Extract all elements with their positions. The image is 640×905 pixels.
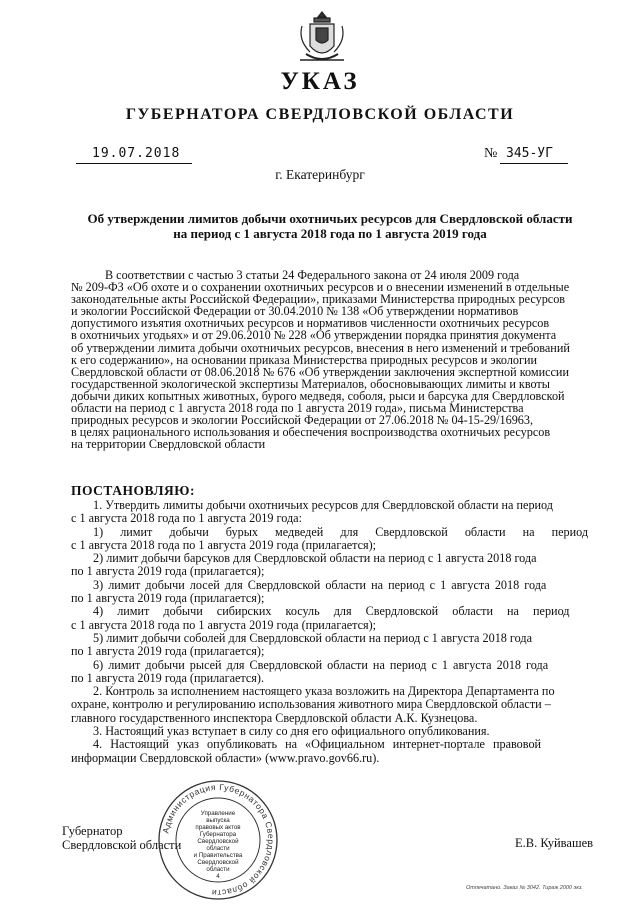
preamble-line: на территории Свердловской области	[71, 437, 266, 452]
item-line: главного государственного инспектора Свердловской области А.К. Кузнецова.	[71, 710, 478, 725]
stamp-line: Управление	[200, 810, 236, 817]
stamp-line: Свердловской	[197, 859, 239, 866]
document-title	[60, 211, 600, 241]
preamble-line: к его содержанию», на основании приказа Министерства природных ресурсов и экологии	[71, 352, 538, 367]
item-line: 3. Настоящий указ вступает в силу со дня его официального опубликования.	[93, 724, 490, 739]
stamp-line: выпуска	[206, 817, 230, 824]
city: г. Екатеринбург	[275, 167, 365, 182]
preamble-line: В соответствии с частью 3 статьи 24 Федерального закона от 24 июля 2009 года	[105, 268, 520, 282]
stamp-line: области	[206, 866, 230, 873]
preamble-line: в охотничьих угодьях» и от 29.06.2010 № 228 «Об утверждении порядка принятия документа	[71, 328, 557, 343]
stamp-line: Свердловской области	[197, 838, 239, 852]
number-label: №	[484, 146, 498, 161]
preamble-line: и экологии Российской Федерации от 30.04.2010 № 138 «Об утверждении нормативов	[71, 304, 519, 319]
item-line: по 1 августа 2019 года (прилагается).	[71, 670, 265, 685]
preamble-line: об утверждении лимита добычи охотничьих ресурсов, внесения в него изменений и требований	[71, 340, 570, 355]
print-note: Отпечатано. Заказ № 3042. Тираж 2000 экз.	[466, 885, 583, 891]
item-line: по 1 августа 2019 года (прилагается);	[71, 644, 265, 659]
preamble-line: добычи диких копытных животных, бурого медведя, соболя, рыси и барсука для Свердловской	[71, 388, 565, 403]
date-underline	[76, 163, 192, 164]
item-line: 1) лимит добычи бурых медведей для Свердловской области на период	[93, 524, 589, 539]
document-title-line: Об утверждении лимитов добычи охотничьих ресурсов для Свердловской области	[87, 211, 573, 226]
item-line: 6) лимит добычи рысей для Свердловской области на период с 1 августа 2018 года	[93, 657, 549, 672]
preamble-line: законодательные акты Российской Федерации», приказами Министерства природных ресурсов	[71, 292, 566, 307]
preamble-line: № 209-ФЗ «Об охоте и о сохранении охотничьих ресурсов и о внесении изменений в отдельные	[71, 280, 570, 295]
preamble-line: Свердловской области от 08.06.2018 № 676 «Об утверждении заключения экспертной комиссии	[71, 364, 569, 379]
signer-position-line: Свердловской области	[62, 838, 182, 852]
stamp-line: Губернатора	[199, 831, 237, 838]
document-title-line: на период с 1 августа 2018 года по 1 августа 2019 года	[173, 226, 487, 241]
decree-authority: ГУБЕРНАТОРА СВЕРДЛОВСКОЙ ОБЛАСТИ	[125, 106, 515, 123]
stamp-center-text	[186, 810, 250, 880]
number-underline	[500, 163, 568, 164]
item-line: 4) лимит добычи сибирских косуль для Свердловской области на период	[93, 604, 570, 619]
item-line: информации Свердловской области» (www.pravo.gov66.ru).	[71, 750, 380, 765]
stamp-ring-text: Администрация Губернатора Свердловской области	[160, 781, 277, 899]
preamble-line: допустимого изъятия охотничьих ресурсов и нормативов численности охотничьих ресурсов	[71, 316, 550, 331]
signer-position-line: Губернатор	[62, 824, 123, 838]
item-line: по 1 августа 2019 года (прилагается);	[71, 564, 265, 579]
decree-title: УКАЗ	[280, 68, 360, 95]
preamble-line: государственной экологической экспертизы Материалов, обосновывающих лимиты и квоты	[71, 376, 550, 391]
item-line: 2) лимит добычи барсуков для Свердловской области на период с 1 августа 2018 года	[93, 551, 537, 566]
decree-items	[71, 499, 599, 765]
item-line: 5) лимит добычи соболей для Свердловской области на период с 1 августа 2018 года	[93, 630, 532, 645]
stamp-number: 4	[216, 873, 220, 880]
signer-name: Е.В. Куйвашев	[515, 836, 594, 850]
preamble-line: в целях рационального использования и обеспечения воспроизводства охотничьих ресурсов	[71, 425, 551, 440]
coat-of-arms-icon	[296, 10, 348, 66]
preamble-line: области на период с 1 августа 2018 года по 1 августа 2019 года», письма Министерства	[71, 401, 524, 416]
item-line: с 1 августа 2018 года по 1 августа 2019 года (прилагается);	[71, 537, 377, 552]
preamble	[71, 269, 599, 450]
item-line: с 1 августа 2018 года по 1 августа 2019 года:	[71, 511, 302, 526]
item-line: охране, контролю и регулированию использования животного мира Свердловской области –	[71, 697, 551, 712]
item-line: 2. Контроль за исполнением настоящего указа возложить на Директора Департамента по	[93, 684, 555, 699]
resolve-heading: ПОСТАНОВЛЯЮ:	[71, 483, 195, 498]
item-line: 3) лимит добычи лосей для Свердловской области на период с 1 августа 2018 года	[93, 577, 547, 592]
item-line: с 1 августа 2018 года по 1 августа 2019 года (прилагается);	[71, 617, 377, 632]
item-line: 4. Настоящий указ опубликовать на «Официальном интернет-портале правовой	[93, 737, 542, 752]
decree-number: 345-УГ	[506, 146, 553, 161]
item-line: 1. Утвердить лимиты добычи охотничьих ресурсов для Свердловской области на период	[93, 498, 554, 512]
item-line: по 1 августа 2019 года (прилагается);	[71, 591, 265, 606]
preamble-line: природных ресурсов и экологии Российской Федерации от 27.06.2018 № 04-15-29/16963,	[71, 413, 534, 428]
stamp-line: и Правительства	[193, 852, 243, 859]
decree-date: 19.07.2018	[92, 146, 181, 161]
stamp-line: правовых актов	[195, 824, 241, 831]
